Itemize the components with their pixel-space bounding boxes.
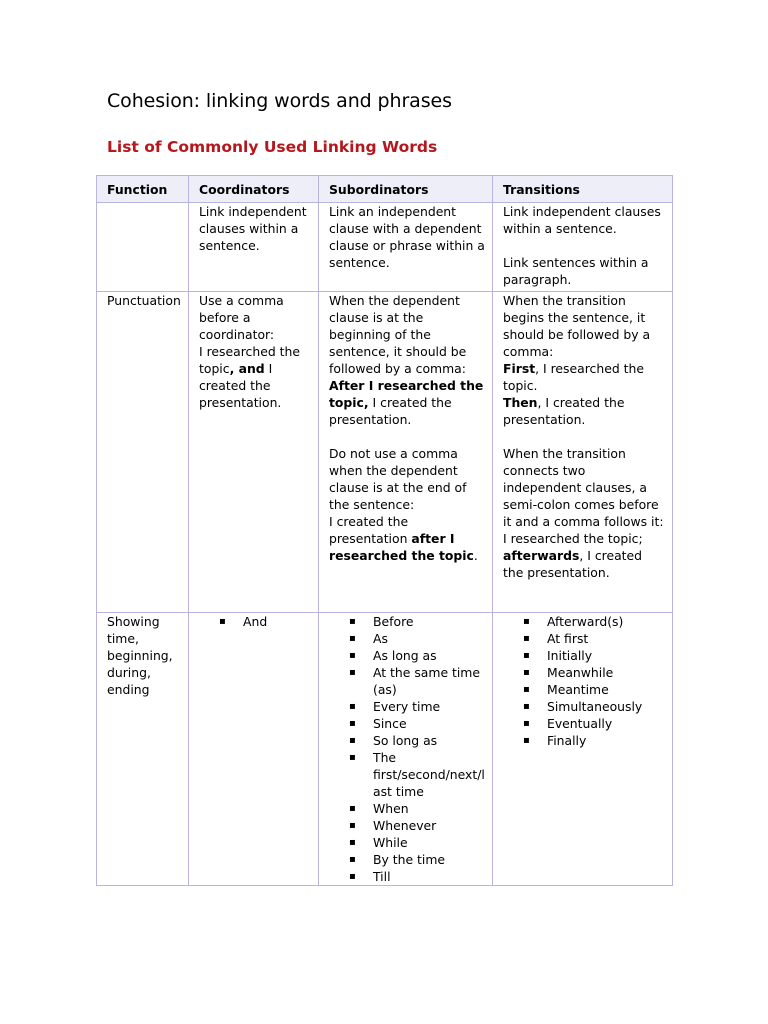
- table-row-intro: [97, 203, 673, 292]
- list-item: ▪ As long as: [349, 647, 486, 664]
- transitions-punct-p2: [503, 445, 666, 581]
- subordinators-p2-example-bold: after I researched the topic: [329, 531, 474, 563]
- list-item: ▪ Afterward(s): [523, 613, 666, 630]
- header-coordinators: Coordinators: [189, 176, 319, 203]
- list-item: ▪ At first: [523, 630, 666, 647]
- subordinators-p2-rule: Do not use a comma when the dependent clause is at the end of the sentence:: [329, 446, 467, 512]
- transitions-p2-rule: When the transition connects two independent clauses, a semi-colon comes before it and a comma follows it:: [503, 446, 664, 529]
- cell-subordinators-intro: Link an independent clause with a dependent clause or phrase within a sentence.: [319, 203, 493, 292]
- coordinators-example-post: I created the presentation.: [199, 361, 282, 410]
- cell-coordinators-punctuation: [189, 292, 319, 613]
- transitions-intro-p2: Link sentences within a paragraph.: [503, 255, 649, 287]
- cell-coordinators-intro: Link independent clauses within a sentence.: [189, 203, 319, 292]
- coordinators-example-pre: I researched the topic: [199, 344, 300, 376]
- list-item: ▪ At the same time (as): [349, 664, 486, 698]
- transitions-p2-example-bold: afterwards: [503, 548, 580, 563]
- cell-transitions-time: [493, 613, 673, 886]
- header-subordinators: Subordinators: [319, 176, 493, 203]
- cell-function-intro: [97, 203, 189, 292]
- transitions-p1-rule: When the transition begins the sentence, it should be followed by a comma:: [503, 293, 651, 359]
- list-item: ▪ Whenever: [349, 817, 486, 834]
- list-item: ▪ Till: [349, 868, 486, 885]
- subordinators-p2-example-post: .: [473, 548, 478, 563]
- cell-transitions-punctuation: [493, 292, 673, 613]
- transitions-time-list: [503, 613, 666, 749]
- cell-function-punctuation: Punctuation: [97, 292, 189, 613]
- subordinators-p1-rule: When the dependent clause is at the beginning of the sentence, it should be followed by a comma:: [329, 293, 467, 376]
- list-item: ▪ The first/second/next/last time: [349, 749, 486, 800]
- list-item: ▪ Simultaneously: [523, 698, 666, 715]
- cell-subordinators-punctuation: [319, 292, 493, 613]
- transitions-p2-example-pre: I researched the topic;: [503, 531, 643, 546]
- list-item: ▪ Since: [349, 715, 486, 732]
- subordinators-punct-p2: [329, 445, 486, 564]
- subordinators-time-list: [329, 613, 486, 885]
- transitions-p2-example-post: , I created the presentation.: [503, 548, 643, 580]
- list-item: ▪ While: [349, 834, 486, 851]
- transitions-punct-p1: [503, 292, 666, 428]
- cell-function-time: Showing time, beginning, during, ending: [97, 613, 189, 886]
- list-item: ▪ Before: [349, 613, 486, 630]
- header-transitions: Transitions: [493, 176, 673, 203]
- coordinators-time-list: [199, 613, 312, 630]
- transitions-intro-p1: Link independent clauses within a sentence.: [503, 204, 661, 236]
- linking-words-table: [96, 175, 673, 886]
- transitions-p1-ex1-post: , I researched the topic.: [503, 361, 644, 393]
- cell-subordinators-time: [319, 613, 493, 886]
- subordinators-p2-example-pre: I created the presentation: [329, 514, 412, 546]
- cell-transitions-intro: [493, 203, 673, 292]
- coordinators-punct-text: [199, 292, 312, 411]
- transitions-p1-ex2-post: , I created the presentation.: [503, 395, 625, 427]
- list-item: ▪ As: [349, 630, 486, 647]
- list-item: ▪ When: [349, 800, 486, 817]
- transitions-p1-ex2-bold: Then: [503, 395, 538, 410]
- subordinators-punct-p1: [329, 292, 486, 428]
- coordinators-punct-rule: Use a comma before a coordinator:: [199, 293, 284, 342]
- list-item: ▪ Initially: [523, 647, 666, 664]
- subordinators-p1-example-post: I created the presentation.: [329, 395, 452, 427]
- list-item: ▪ So long as: [349, 732, 486, 749]
- coordinators-example-bold: , and: [229, 361, 265, 376]
- list-item: ▪ Meantime: [523, 681, 666, 698]
- list-item: ▪ By the time: [349, 851, 486, 868]
- table-header-row: [97, 176, 673, 203]
- table-row-punctuation: [97, 292, 673, 613]
- cell-coordinators-time: [189, 613, 319, 886]
- header-function: Function: [97, 176, 189, 203]
- list-item: ▪ Every time: [349, 698, 486, 715]
- table-row-time: [97, 613, 673, 886]
- list-item: ▪ Finally: [523, 732, 666, 749]
- list-item: ▪ And: [219, 613, 312, 630]
- list-item: ▪ Meanwhile: [523, 664, 666, 681]
- transitions-p1-ex1-bold: First: [503, 361, 536, 376]
- subordinators-p1-example-bold: After I researched the topic,: [329, 378, 484, 410]
- page-title: Cohesion: linking words and phrases: [107, 90, 452, 112]
- list-item: ▪ Eventually: [523, 715, 666, 732]
- section-title: List of Commonly Used Linking Words: [107, 138, 438, 156]
